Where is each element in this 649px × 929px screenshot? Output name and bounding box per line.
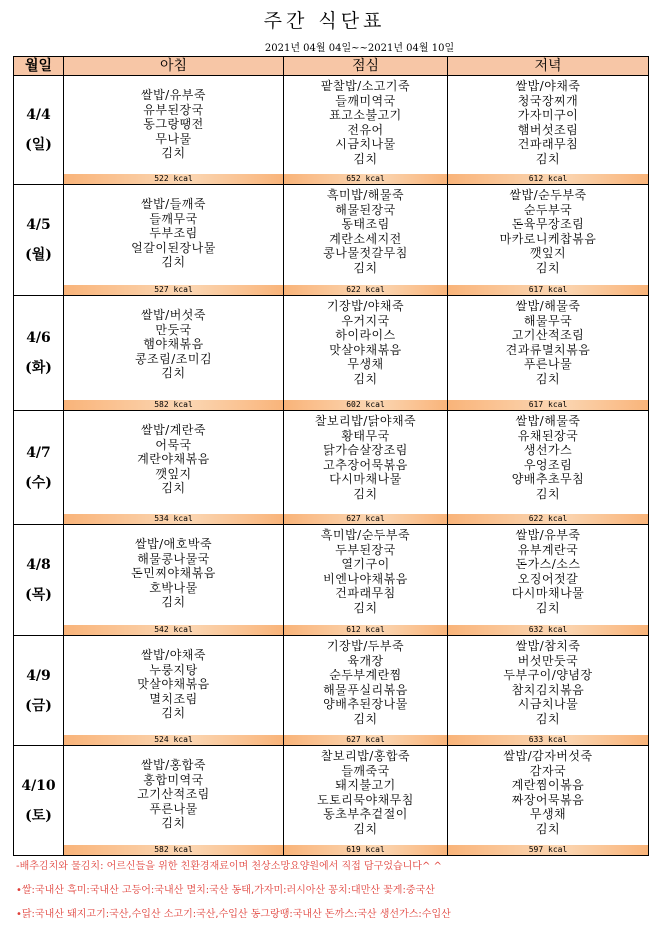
menu-item: 쌀밥/해물죽: [515, 299, 581, 313]
dinner-cell: [448, 411, 649, 515]
menu-item: 푸른나물: [523, 357, 573, 371]
menu-item: 무생채: [347, 357, 384, 371]
dinner-cell: [448, 76, 649, 175]
menu-item: 누룽지탕: [149, 662, 198, 677]
menu-item: 시금치나물: [335, 137, 396, 151]
day-date: 4/5: [26, 217, 51, 233]
menu-item: 맛살야채볶음: [329, 342, 402, 357]
menu-item: 깻잎지: [155, 466, 192, 481]
menu-item: 다시마채나물: [329, 472, 402, 486]
menu-item: 유부계란국: [517, 542, 579, 557]
dinner-cell: [448, 525, 649, 626]
menu-item: 김치: [161, 816, 186, 830]
breakfast-cell: [64, 746, 284, 846]
day-row: [14, 411, 649, 515]
menu-item: 버섯만둣국: [517, 653, 579, 668]
menu-item: 돼지불고기: [335, 778, 396, 792]
lunch-cell: [284, 185, 448, 286]
lunch-cell: [284, 746, 448, 846]
menu-item: 유채된장국: [517, 428, 579, 443]
day-row: [14, 185, 649, 286]
kcal-row: [14, 514, 649, 525]
menu-item: 홍합미역국: [143, 772, 204, 787]
lunch-cell: [284, 525, 448, 626]
kcal-cell: 617 kcal: [448, 400, 649, 411]
kcal-cell: 622 kcal: [448, 514, 649, 525]
menu-item: 김치: [535, 260, 561, 275]
menu-item: 양배추된장나물: [323, 697, 408, 711]
day-row: [14, 76, 649, 175]
menu-item: 가자미구이: [517, 108, 579, 122]
menu-item: 김치: [353, 260, 378, 275]
menu-item: 계란찜이볶음: [511, 778, 585, 792]
kcal-cell: 524 kcal: [64, 735, 284, 746]
note-origin-grains: •쌀:국내산 흑미:국내산 고등어:국내산 멸치:국산 동태,가자미:러시아산 꽁치:대만산 꽃게:중국산: [16, 885, 435, 896]
menu-item: 두부조림: [149, 226, 198, 240]
menu-item: 두부구이/양념장: [503, 668, 593, 682]
day-date: 4/9: [26, 667, 51, 684]
menu-item: 무생채: [529, 807, 567, 821]
day-date: 4/6: [26, 330, 51, 346]
day-of-week: (일): [25, 137, 52, 153]
menu-item: 찰보리밥/홍합죽: [320, 749, 411, 763]
menu-item: 시금치나물: [517, 697, 579, 711]
kcal-cell: 619 kcal: [284, 845, 448, 856]
dinner-cell: [448, 746, 649, 846]
kcal-row: [14, 845, 649, 856]
menu-item: 쌀밥/홍합죽: [140, 758, 206, 772]
lunch-cell: [284, 636, 448, 736]
menu-item: 순두부국: [523, 202, 573, 217]
menu-item: 김치: [161, 481, 186, 495]
kcal-cell: 632 kcal: [448, 625, 649, 636]
menu-item: 기장밥/두부죽: [326, 639, 405, 653]
menu-item: 쌀밥/야채죽: [515, 79, 581, 93]
menu-item: 돈가스/소스: [515, 557, 581, 571]
lunch-cell: [284, 296, 448, 401]
day-date: 4/10: [21, 777, 56, 794]
menu-item: 쌀밥/해물죽: [515, 414, 581, 428]
menu-item: 쌀밥/버섯죽: [140, 308, 206, 322]
menu-item: 김치: [161, 146, 186, 160]
menu-item: 동초부추겉절이: [323, 807, 408, 821]
breakfast-cell: [64, 411, 284, 515]
menu-item: 찰보리밥/닭야채죽: [314, 414, 417, 428]
menu-item: 다시마채나물: [511, 586, 585, 600]
day-cell: [14, 525, 64, 636]
lunch-cell: [284, 76, 448, 175]
kcal-cell: 617 kcal: [448, 285, 649, 296]
day-row: [14, 525, 649, 626]
menu-item: 우거지국: [341, 313, 390, 328]
menu-item: 쌀밥/애호박죽: [134, 537, 213, 551]
menu-item: 계란야채볶음: [137, 452, 210, 466]
menu-item: 고기산적조림: [511, 328, 585, 342]
kcal-cell: 582 kcal: [64, 400, 284, 411]
note-origin-meat: •닭:국내산 돼지고기:국산,수입산 소고기:국산,수입산 동그랑땡:국내산 돈까스:국산 생선가스:수입산: [16, 909, 451, 920]
breakfast-cell: [64, 296, 284, 401]
breakfast-cell: [64, 636, 284, 736]
menu-item: 건파래무침: [335, 586, 396, 600]
kcal-cell: 522 kcal: [64, 174, 284, 185]
lunch-cell: [284, 411, 448, 515]
menu-item: 김치: [535, 151, 561, 166]
kcal-cell: 633 kcal: [448, 735, 649, 746]
breakfast-cell: [64, 185, 284, 286]
menu-item: 어묵국: [155, 437, 192, 452]
menu-item: 멸치조림: [149, 691, 198, 706]
day-cell: [14, 636, 64, 746]
kcal-row: [14, 285, 649, 296]
notes: [16, 855, 646, 927]
menu-item: 해물푸실리볶음: [323, 682, 408, 697]
menu-item: 팥찰밥/소고기죽: [320, 79, 411, 93]
dinner-cell: [448, 185, 649, 286]
day-cell: [14, 76, 64, 185]
kcal-row: [14, 625, 649, 636]
menu-item: 깻잎지: [529, 246, 567, 260]
breakfast-cell: [64, 76, 284, 175]
menu-item: 고추장어묵볶음: [323, 457, 408, 472]
menu-item: 쌀밥/참치죽: [515, 639, 581, 653]
menu-item: 콩나물젓갈무침: [323, 246, 408, 260]
kcal-row: [14, 735, 649, 746]
menu-item: 양배추초무침: [511, 472, 585, 486]
day-cell: [14, 411, 64, 525]
menu-item: 김치: [353, 486, 378, 501]
menu-item: 해물콩나물국: [137, 551, 210, 566]
menu-item: 건파래무침: [517, 137, 579, 151]
menu-item: 김치: [353, 151, 378, 166]
menu-item: 김치: [535, 821, 561, 836]
kcal-cell: 627 kcal: [284, 514, 448, 525]
menu-item: 맛살야채볶음: [137, 677, 210, 691]
menu-item: 하이라이스: [335, 328, 396, 342]
kcal-cell: 527 kcal: [64, 285, 284, 296]
menu-item: 들깨죽국: [341, 763, 390, 778]
menu-item: 햄버섯조림: [517, 122, 579, 137]
menu-item: 김치: [535, 600, 561, 615]
menu-item: 감자국: [529, 763, 567, 778]
menu-item: 비엔나야채볶음: [323, 571, 408, 586]
kcal-cell: 627 kcal: [284, 735, 448, 746]
menu-item: 김치: [161, 595, 186, 609]
menu-item: 해물된장국: [335, 202, 396, 217]
menu-item: 김치: [353, 600, 378, 615]
menu-item: 생선가스: [523, 443, 573, 457]
day-date: 4/7: [26, 444, 51, 461]
header-row: [14, 57, 649, 76]
day-cell: [14, 746, 64, 856]
header-breakfast: 아침: [64, 57, 284, 76]
menu-item: 돈육무장조림: [511, 217, 585, 231]
header-dinner: 저녁: [448, 57, 649, 76]
menu-item: 무나물: [155, 131, 192, 146]
menu-item: 김치: [161, 255, 186, 269]
note-kimchi: -배추김치와 물김치: 어르신들을 위한 친환경재료이며 천상소망요양원에서 직접 담구었습니다^ ^: [16, 861, 442, 872]
menu-item: 쌀밥/계란죽: [140, 423, 206, 437]
menu-item: 동그랑땡전: [143, 117, 204, 131]
menu-item: 청국장찌개: [517, 93, 579, 108]
menu-item: 쌀밥/감자버섯죽: [503, 749, 593, 763]
kcal-cell: 612 kcal: [284, 625, 448, 636]
menu-item: 쌀밥/유부죽: [515, 528, 581, 542]
kcal-cell: 622 kcal: [284, 285, 448, 296]
menu-item: 김치: [535, 711, 561, 726]
menu-item: 들깨미역국: [335, 93, 396, 108]
menu-item: 도토리묵야채무침: [317, 792, 414, 807]
header-lunch: 점심: [284, 57, 448, 76]
kcal-row: [14, 174, 649, 185]
day-of-week: (금): [25, 697, 52, 714]
menu-item: 흑미밥/순두부죽: [320, 528, 411, 542]
menu-item: 김치: [161, 706, 186, 720]
menu-item: 김치: [535, 371, 561, 386]
header-day: 월일: [14, 57, 64, 76]
menu-item: 쌀밥/순두부죽: [509, 188, 587, 202]
menu-item: 김치: [353, 821, 378, 836]
menu-item: 푸른나물: [149, 801, 198, 816]
menu-item: 흑미밥/해물죽: [326, 188, 405, 202]
menu-item: 열기구이: [341, 557, 390, 571]
day-cell: [14, 185, 64, 296]
day-of-week: (목): [25, 587, 52, 603]
breakfast-cell: [64, 525, 284, 626]
kcal-cell: 612 kcal: [448, 174, 649, 185]
menu-item: 김치: [535, 486, 561, 501]
menu-item: 들깨무국: [149, 211, 198, 226]
menu-item: 황태무국: [341, 428, 390, 443]
kcal-cell: 582 kcal: [64, 845, 284, 856]
day-date: 4/8: [26, 557, 51, 573]
menu-item: 전유어: [347, 122, 384, 137]
menu-item: 돈민찌야채볶음: [131, 566, 216, 580]
menu-item: 두부된장국: [335, 542, 396, 557]
menu-table: [13, 56, 649, 856]
page-title: 주간 식단표: [263, 10, 386, 32]
menu-item: 오징어젓갈: [517, 571, 579, 586]
day-of-week: (월): [25, 247, 52, 263]
kcal-cell: 652 kcal: [284, 174, 448, 185]
menu-item: 우엉조림: [523, 457, 573, 472]
day-of-week: (화): [25, 360, 52, 376]
menu-item: 유부된장국: [143, 102, 204, 117]
menu-item: 김치: [161, 366, 186, 380]
menu-item: 짜장어묵볶음: [511, 792, 585, 807]
menu-item: 햄야채볶음: [143, 337, 204, 351]
day-of-week: (수): [25, 474, 52, 491]
menu-item: 쌀밥/유부죽: [140, 88, 206, 102]
menu-item: 마카로니케찹볶음: [499, 231, 597, 246]
menu-item: 견과류멸치볶음: [505, 342, 591, 357]
day-row: [14, 636, 649, 736]
kcal-cell: 597 kcal: [448, 845, 649, 856]
menu-item: 동태조림: [341, 217, 390, 231]
menu-item: 기장밥/야채죽: [326, 299, 405, 313]
dinner-cell: [448, 636, 649, 736]
day-cell: [14, 296, 64, 411]
date-range: 2021년 04월 04일~~2021년 04월 10일: [264, 43, 455, 54]
menu-item: 호박나물: [149, 580, 198, 595]
menu-item: 쌀밥/들깨죽: [140, 197, 206, 211]
kcal-cell: 542 kcal: [64, 625, 284, 636]
dinner-cell: [448, 296, 649, 401]
menu-item: 닭가슴살장조림: [323, 443, 408, 457]
menu-item: 계란소세지전: [329, 231, 402, 246]
menu-item: 쌀밥/야채죽: [140, 648, 206, 662]
menu-item: 콩조림/조미김: [134, 351, 213, 366]
day-row: [14, 746, 649, 846]
menu-item: 고기산적조림: [137, 787, 210, 801]
kcal-row: [14, 400, 649, 411]
day-date: 4/4: [26, 107, 51, 123]
menu-item: 김치: [353, 711, 378, 726]
menu-item: 순두부계란찜: [329, 668, 402, 682]
menu-item: 표고소불고기: [329, 108, 402, 122]
menu-item: 육개장: [347, 653, 384, 668]
kcal-cell: 534 kcal: [64, 514, 284, 525]
menu-item: 얼갈이된장나물: [131, 240, 216, 255]
menu-item: 참치김치볶음: [511, 682, 585, 697]
menu-item: 해물무국: [523, 313, 573, 328]
menu-item: 김치: [353, 371, 378, 386]
day-row: [14, 296, 649, 401]
day-of-week: (토): [25, 807, 52, 824]
menu-item: 만둣국: [155, 322, 192, 337]
kcal-cell: 602 kcal: [284, 400, 448, 411]
